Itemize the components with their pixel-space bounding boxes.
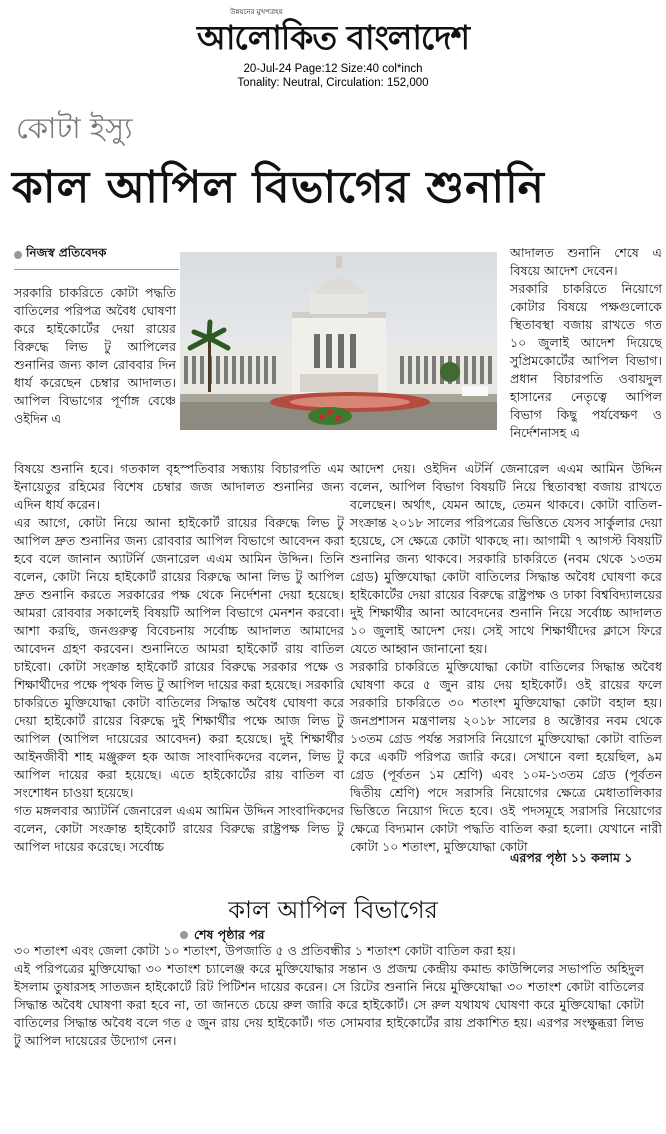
clipping-meta (0, 62, 666, 90)
meta-line-tonality: Tonality: Neutral, Circulation: 152,000 (237, 77, 429, 89)
bullet-icon (14, 251, 22, 259)
meta-line-date-page: 20-Jul-24 Page:12 Size:40 col*inch (243, 63, 423, 75)
continuation-body: ৩০ শতাংশ এবং জেলা কোটা ১০ শতাংশ, উপজাতি ৫ ও প্রতিবন্ধীর ১ শতাংশ কোটা বাতিল করা হয়। এই পরিপত্রের মুক্তিযোদ্ধা ৩০ শতাংশ চ্যালেঞ্জ করে মুক্তিযোদ্ধার সন্তান ও প্রজন্ম কেন্দ্রীয় কমান্ড কাউন্সিলের সভাপতি অহিদুল ইসলাম তুষারসহ সাতজন হাইকোর্টে রিট পিটিশন দায়ের করেন। সে রিটের শুনানি নিয়ে মুক্তিযোদ্ধা ৩০ শতাংশ কোটা বাতিলের সিদ্ধান্ত অবৈধ ঘোষণা করা হবে না, তা জানতে চেয়ে রুল জারি করে হাইকোর্ট। সে রুল যথাযথ ঘোষণা করে মুক্তিযোদ্ধা কোটা বাতিলের সিদ্ধান্ত অবৈধ বলে গত ৫ জুন রায় দেয় হাইকোর্ট। গত সোমবার হাইকোর্টের রায় প্রকাশিত হয়। এরপর সংক্ষুব্ধরা লিভ টু আপিল দায়েরের উদ্যোগ নেন। (14, 943, 644, 1048)
byline (14, 244, 179, 270)
masthead-logo: আলোকিত বাংলাদেশ (196, 18, 470, 57)
supreme-court-photo (180, 252, 497, 430)
continued-on-label: এরপর পৃষ্ঠা ১১ কলাম ১ (510, 850, 633, 865)
article-col-1-top: সরকারি চাকরিতে কোটা পদ্ধতি বাতিলের পরিপত্র অবৈধ ঘোষণা করে হাইকোর্টের দেয়া রায়ের বিরুদ্ধে লিভ টু আপিলের শুনানির জন্য কাল রোববার দিন ধার্য করেছেন চেম্বার আদালত। আপিল বিভাগের পূর্ণাঙ্গ বেঞ্চে ওইদিন এ (14, 285, 176, 426)
article-col-2: আদেশ দেয়। ওইদিন এটর্নি জেনারেল এএম আমিন উদ্দিন বলেন, আপিল বিভাগ বিষয়টি নিয়ে স্থিতাবস্থা বজায় রাখতে বলেছেন। অর্থাৎ, যেমন আছে, তেমন থাকবে। কোটা বাতিল-সংক্রান্ত ২০১৮ সালের পরিপত্রের ভিত্তিতে যেসব সার্কুলার দেয়া হয়েছে, সে ক্ষেত্রে কোটা থাকছে না। আগামী ৭ আগস্ট বিষয়টি শুনানির জন্য থাকবে। সরকারি চাকরিতে (নবম থেকে ১৩তম গ্রেড) মুক্তিযোদ্ধা কোটা বাতিলের সিদ্ধান্ত অবৈধ ঘোষণা করে হাইকোর্টের দেয়া রায়ের বিরুদ্ধে রাষ্ট্রপক্ষ ও ঢাকা বিশ্ববিদ্যালয়ের দুই শিক্ষার্থীর আনা আবেদনের শুনানি নিয়ে সর্বোচ্চ আদালত ১০ জুলাই আদেশ দেয়। সেই সাথে শিক্ষার্থীদের ক্লাসে ফিরে যেতে আহ্বান জানানো হয়। সরকারি চাকরিতে মুক্তিযোদ্ধা কোটা বাতিলের সিদ্ধান্ত অবৈধ ঘোষণা করে ৫ জুন রায় দেয় হাইকোর্ট। ওই রায়ের ফলে সরকারি চাকরিতে ৩০ শতাংশ মুক্তিযোদ্ধা কোটা বহাল হয়। জনপ্রশাসন মন্ত্রণালয় ২০১৮ সালের ৪ অক্টোবর নবম থেকে ১৩তম গ্রেড পর্যন্ত সরাসরি নিয়োগে মুক্তিযোদ্ধা কোটা বাতিল করে একটি পরিপত্র জারি করে। সেখানে বলা হয়েছিল, ৯ম গ্রেড (পূর্বতন ১ম শ্রেণি) এবং ১০ম-১৩তম গ্রেড (পূর্বতন দ্বিতীয় শ্রেণি) পদে সরাসরি নিয়োগের ক্ষেত্রে মেধাতালিকার ভিত্তিতে নিয়োগ দিতে হবে। ওই পদসমূহে সরাসরি নিয়োগের ক্ষেত্রে বিদ্যমান কোটা পদ্ধতি বাতিল করা হলো। যেখানে নারী কোটা ১০ শতাংশ, মুক্তিযোদ্ধা কোটা (350, 461, 662, 854)
article-col-2-top: আদালত শুনানি শেষে এ বিষয়ে আদেশ দেবেন। সরকারি চাকরিতে নিয়োগে কোটার বিষয়ে পক্ষগুলোকে স্থিতাবস্থা বজায় রাখতে গত ১০ জুলাই আদেশ দিয়েছে সুপ্রিমকোর্টের আপিল বিভাগ। প্রধান বিচারপতি ওবায়দুল হাসানের নেতৃত্বে আপিল বিভাগ কিছু পর্যবেক্ষণ ও নির্দেশনাসহ এ (510, 245, 662, 440)
continuation-subtitle-text: শেষ পৃষ্ঠার পর (194, 927, 265, 942)
article-col-1 (14, 460, 344, 856)
bullet-icon (180, 931, 188, 939)
article-col-1-text: বিষয়ে শুনানি হবে। গতকাল বৃহস্পতিবার সন্ধ্যায় বিচারপতি এম ইনায়েতুর রহিমের বিশেষ চেম্বার জজ আদালত শুনানির জন্য এদিন ধার্য করেন। এর আগে, কোটা নিয়ে আনা হাইকোর্ট রায়ের বিরুদ্ধে লিভ টু আপিল দ্রুত শুনানির জন্য রোববার আপিল বিভাগে আবেদন করা হবে বলে জানান অ্যাটর্নি জেনারেল এএম আমিন উদ্দিন। তিনি বলেন, কোটা নিয়ে হাইকোর্ট রায়ের বিরুদ্ধে আনা লিভ টু আপিল দ্রুত শুনানি করতে সরকারের পক্ষ থেকে নির্দেশনা দেয়া হয়েছে। আমরা রোববার সকালেই বিষয়টি আপিল বিভাগে মেনশন করবো। আশা করছি, জনগুরুত্ব বিবেচনায় সর্বোচ্চ আদালত আমাদের আবেদন গ্রহণ করবেন। শুনানিতে আমরা হাইকোর্ট রায় বাতিল চাইবো। কোটা সংক্রান্ত হাইকোর্ট রায়ের বিরুদ্ধে সরকার পক্ষে ও শিক্ষার্থীদের পক্ষে পৃথক লিভ টু আপিল দায়ের করা হয়েছে। সরকারি চাকরিতে মুক্তিযোদ্ধা কোটা বাতিলের সিদ্ধান্ত অবৈধ ঘোষণা করে দেয়া হাইকোর্ট রায়ের বিরুদ্ধে দুই শিক্ষার্থীর পক্ষে আজ লিভ টু আপিল (আপিল দায়েরের আবেদন) করা হয়েছে। দুই শিক্ষার্থীর আইনজীবী শাহ মঞ্জুরুল হক আজ সাংবাদিকদের বলেন, লিভ টু আপিল দায়ের করা হয়েছে। এতে হাইকোর্টের রায় বাতিল বা সংশোধন চাওয়া হয়েছে। গত মঙ্গলবার অ্যাটর্নি জেনারেল এএম আমিন উদ্দিন সাংবাদিকদের বলেন, কোটা সংক্রান্ত হাইকোর্ট রায়ের বিরুদ্ধে রাষ্ট্রপক্ষ লিভ টু আপিল দায়ের করেছে। সর্বোচ্চ (14, 461, 344, 854)
article-kicker: কোটা ইস্যু (16, 111, 133, 145)
masthead (0, 4, 666, 68)
masthead-tagline: উন্নয়নের মুখপত্রহয় (230, 8, 283, 16)
continuation-title: কাল আপিল বিভাগের (228, 896, 438, 924)
byline-text: নিজস্ব প্রতিবেদক (26, 245, 107, 260)
article-headline: কাল আপিল বিভাগের শুনানি (12, 162, 545, 213)
